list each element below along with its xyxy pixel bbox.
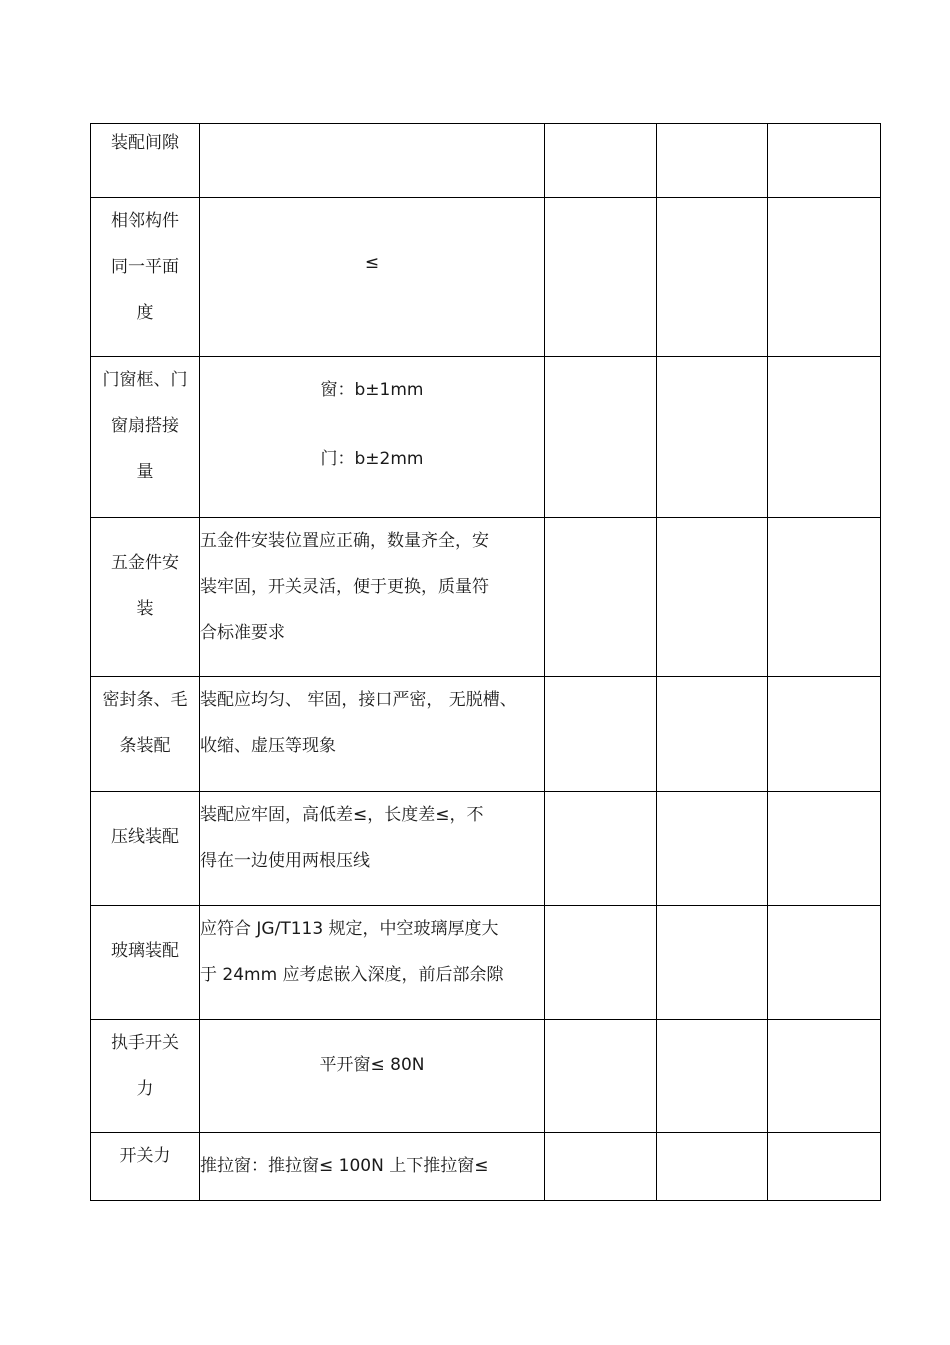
requirement-cell [200, 518, 545, 677]
item-name-line: 密封条、毛 [102, 690, 188, 710]
result-cell [768, 198, 881, 357]
result-cell [768, 677, 881, 792]
result-cell [545, 124, 657, 198]
requirement-cell [200, 357, 545, 518]
item-name-line: 压线装配 [111, 827, 179, 847]
result-cell [657, 906, 768, 1020]
requirement-cell [200, 124, 545, 198]
item-name-line: 窗扇搭接 [111, 416, 179, 436]
result-cell [545, 906, 657, 1020]
result-cell [657, 792, 768, 906]
item-name-line: 量 [136, 462, 154, 482]
result-cell [768, 357, 881, 518]
table-row [91, 1020, 881, 1133]
item-name-line: 门窗框、门 [102, 370, 188, 390]
requirement-line: 门：b±2mm [320, 449, 424, 469]
requirement-cell [200, 1020, 545, 1133]
inspection-table [90, 123, 881, 1201]
requirement-cell [200, 198, 545, 357]
result-cell [657, 1133, 768, 1201]
item-name-line: 玻璃装配 [111, 941, 179, 961]
requirement-line: 应符合 JG/T113 规定，中空玻璃厚度大 [200, 919, 499, 939]
line-spacer [200, 413, 544, 436]
item-name-line: 执手开关 [111, 1033, 179, 1053]
result-cell [545, 518, 657, 677]
item-name-cell [91, 198, 200, 357]
requirement-cell [200, 677, 545, 792]
result-cell [545, 1133, 657, 1201]
item-name-line: 力 [136, 1079, 154, 1099]
result-cell [545, 792, 657, 906]
result-cell [657, 198, 768, 357]
item-name-line: 装 [136, 599, 154, 619]
item-name-line: 相邻构件 [111, 211, 179, 231]
requirement-line: 合标准要求 [200, 623, 285, 643]
item-name-cell [91, 124, 200, 198]
requirement-line: 平开窗≤ 80N [319, 1055, 425, 1075]
item-name-cell [91, 906, 200, 1020]
item-name-line: 五金件安 [111, 553, 179, 573]
requirement-line: 装配应牢固，高低差≤，长度差≤，不 [200, 805, 484, 825]
requirement-line: 装牢固，开关灵活，便于更换，质量符 [200, 577, 489, 597]
table-row [91, 1133, 881, 1201]
item-name-cell [91, 677, 200, 792]
table-row [91, 792, 881, 906]
result-cell [768, 518, 881, 677]
result-cell [657, 357, 768, 518]
table-row [91, 677, 881, 792]
table-row [91, 518, 881, 677]
requirement-cell [200, 1133, 545, 1201]
result-cell [657, 677, 768, 792]
result-cell [545, 1020, 657, 1133]
requirement-line: ≤ [364, 253, 380, 273]
requirement-line: 于 24mm 应考虑嵌入深度，前后部余隙 [200, 965, 504, 985]
requirement-line: 收缩、虚压等现象 [200, 736, 336, 756]
item-name-line: 度 [136, 303, 154, 323]
requirement-line: 推拉窗：推拉窗≤ 100N 上下推拉窗≤ [200, 1156, 489, 1176]
table-row [91, 906, 881, 1020]
requirement-line: 窗：b±1mm [320, 380, 424, 400]
table-row [91, 357, 881, 518]
item-name-cell [91, 518, 200, 677]
item-name-cell [91, 357, 200, 518]
result-cell [768, 1020, 881, 1133]
table-row [91, 124, 881, 198]
item-name-cell [91, 1020, 200, 1133]
result-cell [657, 1020, 768, 1133]
item-name-line: 装配间隙 [111, 133, 179, 153]
result-cell [657, 124, 768, 198]
requirement-line: 得在一边使用两根压线 [200, 851, 370, 871]
result-cell [768, 792, 881, 906]
item-name-line: 同一平面 [111, 257, 179, 277]
result-cell [545, 357, 657, 518]
item-name-cell [91, 1133, 200, 1201]
item-name-cell [91, 792, 200, 906]
result-cell [657, 518, 768, 677]
requirement-cell [200, 792, 545, 906]
table-row [91, 198, 881, 357]
result-cell [545, 677, 657, 792]
requirement-line: 装配应均匀、 牢固，接口严密， 无脱槽、 [200, 690, 517, 710]
requirement-cell [200, 906, 545, 1020]
result-cell [768, 1133, 881, 1201]
result-cell [768, 906, 881, 1020]
result-cell [545, 198, 657, 357]
item-name-line: 条装配 [119, 736, 171, 756]
requirement-line: 五金件安装位置应正确，数量齐全，安 [200, 531, 489, 551]
result-cell [768, 124, 881, 198]
item-name-line: 开关力 [119, 1146, 171, 1166]
